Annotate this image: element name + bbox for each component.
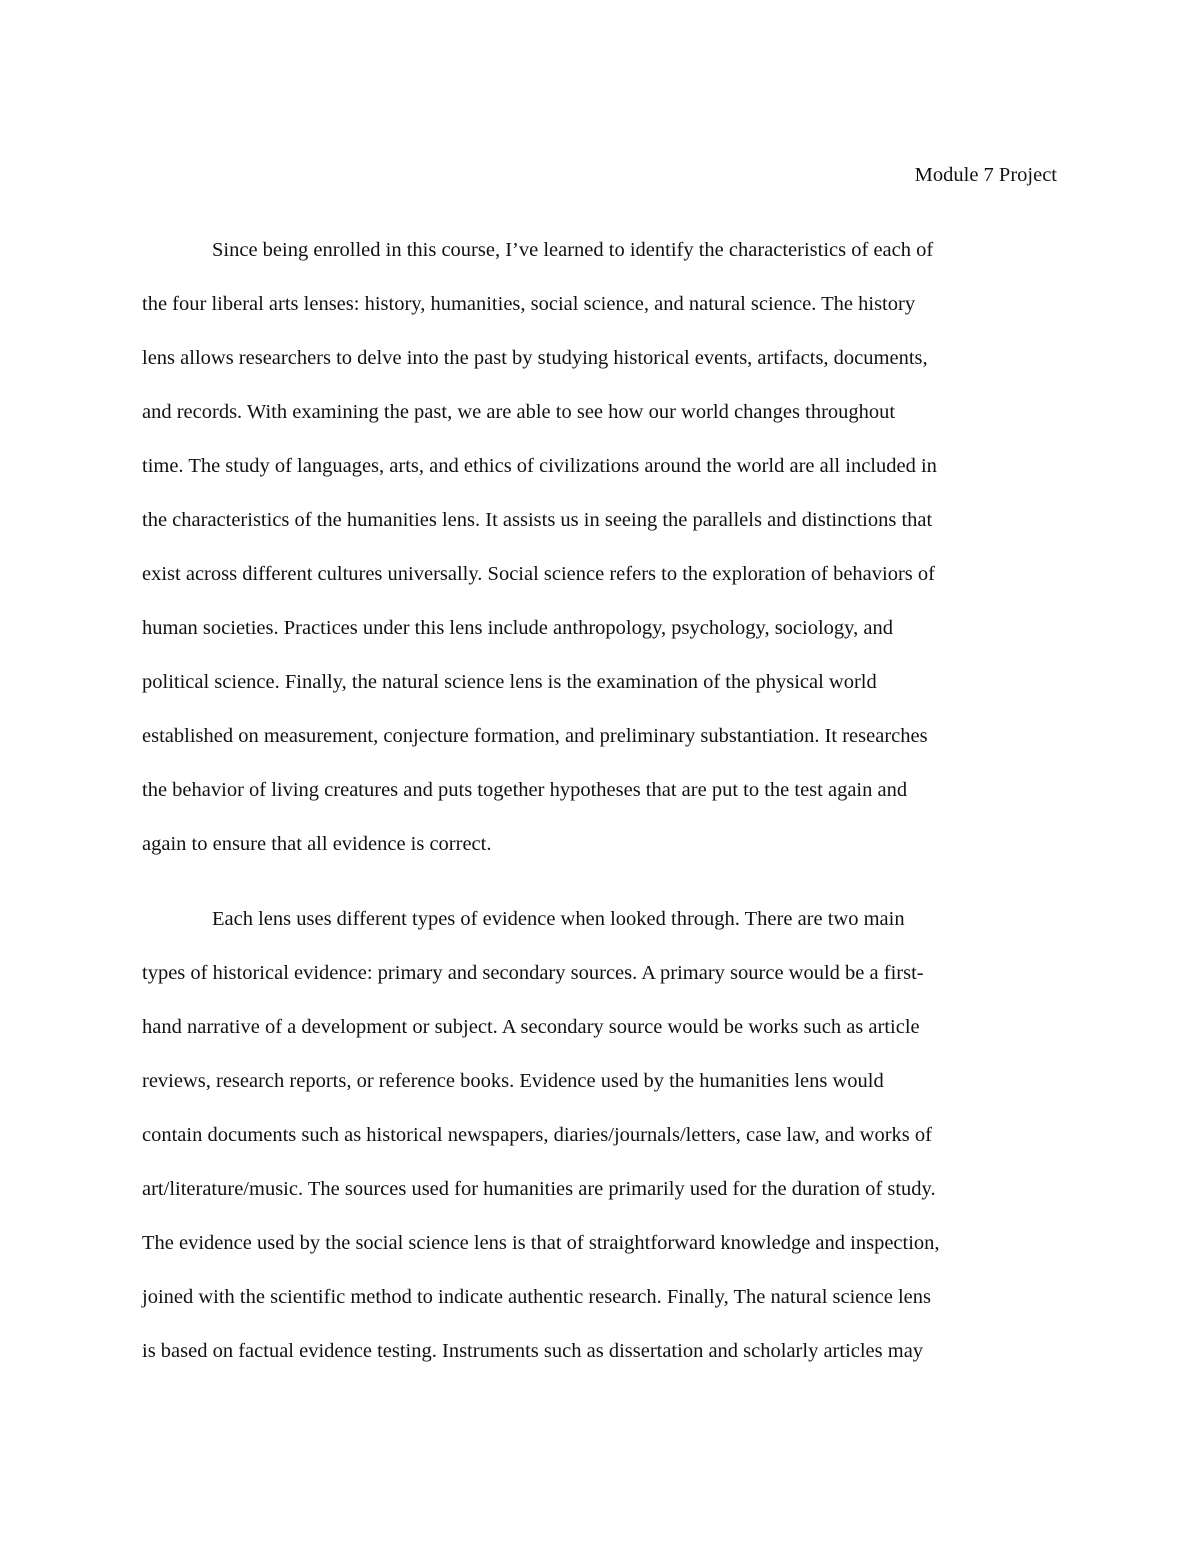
text-line: joined with the scientific method to indicate authentic research. Finally, The natural science lens <box>142 1286 931 1308</box>
running-head: Module 7 Project <box>914 164 1057 186</box>
text-line: the four liberal arts lenses: history, humanities, social science, and natural science. The history <box>142 293 916 315</box>
text-line: contain documents such as historical newspapers, diaries/journals/letters, case law, and works of <box>142 1124 932 1146</box>
text-line: hand narrative of a development or subject. A secondary source would be works such as article <box>142 1016 920 1038</box>
text-line: time. The study of languages, arts, and ethics of civilizations around the world are all included in <box>142 455 937 477</box>
text-line: political science. Finally, the natural science lens is the examination of the physical world <box>142 671 877 693</box>
text-line: The evidence used by the social science lens is that of straightforward knowledge and inspection, <box>142 1232 940 1254</box>
text-line: art/literature/music. The sources used for humanities are primarily used for the duration of study. <box>142 1178 936 1200</box>
text-line: and records. With examining the past, we are able to see how our world changes throughout <box>142 401 896 423</box>
text-line: Each lens uses different types of evidence when looked through. There are two main <box>212 908 905 930</box>
text-line: reviews, research reports, or reference books. Evidence used by the humanities lens would <box>142 1070 884 1092</box>
text-line: the behavior of living creatures and puts together hypotheses that are put to the test again and <box>142 779 908 801</box>
text-line: lens allows researchers to delve into the past by studying historical events, artifacts, documents, <box>142 347 928 369</box>
text-line: the characteristics of the humanities lens. It assists us in seeing the parallels and distinctions that <box>142 509 933 531</box>
text-line: again to ensure that all evidence is correct. <box>142 833 492 855</box>
text-line: exist across different cultures universally. Social science refers to the exploration of behaviors of <box>142 563 935 585</box>
text-line: established on measurement, conjecture formation, and preliminary substantiation. It researches <box>142 725 928 747</box>
text-line: is based on factual evidence testing. Instruments such as dissertation and scholarly articles may <box>142 1340 924 1362</box>
text-line: types of historical evidence: primary and secondary sources. A primary source would be a first- <box>142 962 924 984</box>
text-line: Since being enrolled in this course, I’ve learned to identify the characteristics of each of <box>212 239 934 261</box>
text-line: human societies. Practices under this lens include anthropology, psychology, sociology, and <box>142 617 893 639</box>
